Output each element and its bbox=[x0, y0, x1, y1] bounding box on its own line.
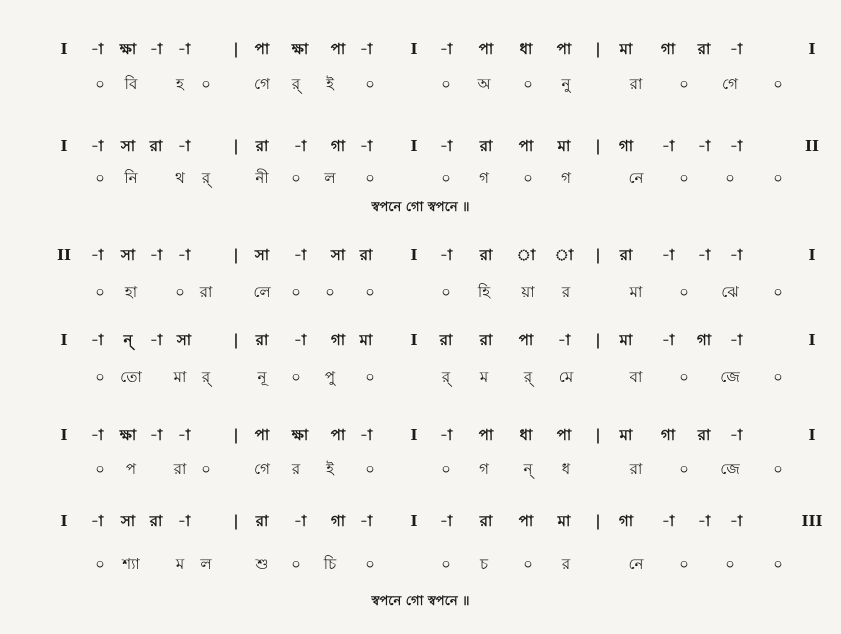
bar-line: | bbox=[595, 40, 601, 58]
swara-line bbox=[0, 325, 841, 355]
lyric-syllable: ০ bbox=[365, 460, 375, 478]
lyric-syllable: র bbox=[561, 283, 571, 301]
swara-note: রা bbox=[479, 246, 493, 264]
swara-note: পা bbox=[518, 331, 534, 349]
lyric-syllable: ০ bbox=[365, 169, 375, 187]
lyric-syllable: ০ bbox=[95, 555, 105, 573]
swara-note: -া bbox=[293, 137, 307, 155]
lyric-syllable: ০ bbox=[679, 169, 689, 187]
swara-note: ন্ bbox=[123, 331, 133, 349]
swara-note: ক্ষা bbox=[291, 426, 309, 444]
lyric-line bbox=[0, 69, 841, 99]
lyric-syllable: র bbox=[561, 555, 571, 573]
swara-note: -া bbox=[149, 331, 163, 349]
lyric-syllable: ০ bbox=[365, 368, 375, 386]
lyric-syllable: গে bbox=[254, 75, 270, 93]
lyric-syllable: নূ bbox=[257, 368, 267, 386]
lyric-syllable: র্ bbox=[201, 169, 211, 187]
bar-line: I bbox=[60, 40, 68, 58]
swara-note: পা bbox=[254, 40, 270, 58]
bar-line: I bbox=[60, 137, 68, 155]
lyric-syllable: নী bbox=[255, 169, 269, 187]
lyric-syllable: চ bbox=[479, 555, 489, 573]
lyric-syllable: ০ bbox=[523, 169, 533, 187]
swara-note: মা bbox=[557, 512, 571, 530]
swara-note: -া bbox=[90, 40, 104, 58]
bar-line: I bbox=[808, 426, 816, 444]
swara-note: -া bbox=[729, 137, 743, 155]
lyric-syllable: গে bbox=[254, 460, 270, 478]
lyric-syllable: লে bbox=[253, 283, 271, 301]
lyric-syllable: ০ bbox=[441, 555, 451, 573]
bar-line: I bbox=[808, 40, 816, 58]
lyric-syllable: র bbox=[291, 460, 301, 478]
lyric-syllable: ০ bbox=[95, 169, 105, 187]
lyric-syllable: ০ bbox=[773, 460, 783, 478]
bar-line: I bbox=[808, 246, 816, 264]
lyric-line bbox=[0, 454, 841, 484]
swara-note: রা bbox=[439, 331, 453, 349]
swara-line bbox=[0, 131, 841, 161]
lyric-syllable: ই bbox=[326, 460, 334, 478]
swara-note: রা bbox=[359, 246, 373, 264]
lyric-syllable: গ bbox=[561, 169, 571, 187]
swara-note: -া bbox=[729, 331, 743, 349]
bar-line: II bbox=[804, 137, 820, 155]
lyric-syllable: হা bbox=[124, 283, 138, 301]
swara-note: -া bbox=[177, 40, 191, 58]
swara-note: গা bbox=[660, 40, 676, 58]
lyric-syllable: বা bbox=[629, 368, 643, 386]
lyric-syllable: বি bbox=[124, 75, 138, 93]
lyric-syllable: জে bbox=[720, 460, 740, 478]
lyric-syllable: ০ bbox=[325, 283, 335, 301]
lyric-syllable: ০ bbox=[95, 368, 105, 386]
lyric-syllable: গ bbox=[479, 169, 489, 187]
lyric-syllable: ০ bbox=[679, 368, 689, 386]
swara-note: -া bbox=[359, 426, 373, 444]
swara-note: রা bbox=[149, 512, 163, 530]
swara-note: -া bbox=[90, 331, 104, 349]
swara-note: -া bbox=[729, 246, 743, 264]
lyric-syllable: ০ bbox=[773, 169, 783, 187]
lyric-syllable: ধ bbox=[561, 460, 571, 478]
lyric-syllable: মা bbox=[629, 283, 643, 301]
swara-note: মা bbox=[619, 426, 633, 444]
swara-note: গা bbox=[618, 137, 634, 155]
lyric-syllable: র্ bbox=[523, 368, 533, 386]
swara-note: পা bbox=[518, 512, 534, 530]
swara-note: -া bbox=[177, 246, 191, 264]
lyric-syllable: হি bbox=[477, 283, 491, 301]
bar-line: | bbox=[233, 331, 239, 349]
swara-note: সা bbox=[120, 246, 136, 264]
lyric-syllable: ০ bbox=[679, 283, 689, 301]
swara-note: -া bbox=[90, 246, 104, 264]
bar-line: III bbox=[801, 512, 823, 530]
lyric-syllable: রা bbox=[629, 75, 643, 93]
lyric-syllable: ০ bbox=[679, 460, 689, 478]
lyric-syllable: মা bbox=[173, 368, 187, 386]
swara-note: -া bbox=[149, 40, 163, 58]
swara-note: গা bbox=[330, 331, 346, 349]
bar-line: | bbox=[233, 512, 239, 530]
bar-line: I bbox=[808, 331, 816, 349]
swara-note: গা bbox=[660, 426, 676, 444]
bar-line: | bbox=[595, 137, 601, 155]
swara-note: মা bbox=[619, 40, 633, 58]
lyric-syllable: ০ bbox=[725, 555, 735, 573]
lyric-syllable: য়া bbox=[521, 283, 535, 301]
lyric-syllable: ০ bbox=[679, 555, 689, 573]
lyric-syllable: র্ bbox=[291, 75, 301, 93]
swara-note: পা bbox=[254, 426, 270, 444]
lyric-syllable: র্ bbox=[441, 368, 451, 386]
bar-line: I bbox=[410, 512, 418, 530]
lyric-syllable: তো bbox=[120, 368, 142, 386]
lyric-syllable: ০ bbox=[441, 169, 451, 187]
lyric-syllable: জে bbox=[720, 368, 740, 386]
lyric-syllable: ০ bbox=[95, 460, 105, 478]
swara-note: -া bbox=[177, 512, 191, 530]
lyric-syllable: ০ bbox=[291, 283, 301, 301]
lyric-syllable: রা bbox=[629, 460, 643, 478]
swara-note: -া bbox=[661, 246, 675, 264]
swara-note: -া bbox=[149, 246, 163, 264]
lyric-syllable: ০ bbox=[773, 283, 783, 301]
bar-line: | bbox=[233, 40, 239, 58]
swara-note: পা bbox=[556, 426, 572, 444]
swara-note: রা bbox=[255, 331, 269, 349]
lyric-syllable: ন্ bbox=[523, 460, 533, 478]
lyric-syllable: ০ bbox=[291, 169, 301, 187]
swara-note: া bbox=[516, 246, 536, 264]
swara-note: রা bbox=[697, 426, 711, 444]
swara-note: ধা bbox=[519, 426, 533, 444]
swara-note: মা bbox=[619, 331, 633, 349]
bar-line: | bbox=[595, 426, 601, 444]
lyric-syllable: নে bbox=[628, 555, 644, 573]
lyric-syllable: ল bbox=[200, 555, 212, 573]
bar-line: I bbox=[60, 512, 68, 530]
bar-line: | bbox=[233, 426, 239, 444]
swara-note: পা bbox=[478, 40, 494, 58]
swara-note: -া bbox=[90, 137, 104, 155]
bar-line: I bbox=[60, 426, 68, 444]
swara-note: গা bbox=[618, 512, 634, 530]
lyric-syllable: ০ bbox=[201, 460, 211, 478]
swara-note: -া bbox=[439, 40, 453, 58]
lyric-syllable: ই bbox=[326, 75, 334, 93]
swara-note: ক্ষা bbox=[291, 40, 309, 58]
swara-note: সা bbox=[176, 331, 192, 349]
swara-note: -া bbox=[729, 512, 743, 530]
swara-note: ক্ষা bbox=[119, 426, 137, 444]
swara-note: -া bbox=[661, 137, 675, 155]
swara-note: সা bbox=[120, 137, 136, 155]
swara-note: -া bbox=[661, 331, 675, 349]
lyric-syllable: ম bbox=[175, 555, 185, 573]
swara-note: -া bbox=[439, 512, 453, 530]
swara-note: -া bbox=[661, 512, 675, 530]
lyric-syllable: নু bbox=[561, 75, 571, 93]
swara-line bbox=[0, 420, 841, 450]
swara-note: -া bbox=[697, 512, 711, 530]
swara-note: -া bbox=[293, 246, 307, 264]
lyric-syllable: নে bbox=[628, 169, 644, 187]
lyric-syllable: ০ bbox=[95, 75, 105, 93]
lyric-syllable: মে bbox=[558, 368, 574, 386]
lyric-syllable: হ bbox=[176, 75, 184, 93]
lyric-syllable: ০ bbox=[523, 75, 533, 93]
lyric-syllable: ০ bbox=[175, 283, 185, 301]
bar-line: II bbox=[56, 246, 72, 264]
swara-note: ক্ষা bbox=[119, 40, 137, 58]
swara-line bbox=[0, 506, 841, 536]
lyric-syllable: শু bbox=[255, 555, 269, 573]
swara-note: পা bbox=[330, 40, 346, 58]
swara-note: পা bbox=[478, 426, 494, 444]
swara-note: পা bbox=[330, 426, 346, 444]
lyric-syllable: রা bbox=[173, 460, 187, 478]
lyric-syllable: ০ bbox=[291, 368, 301, 386]
swara-note: রা bbox=[479, 137, 493, 155]
lyric-syllable: ০ bbox=[291, 555, 301, 573]
lyric-syllable: প bbox=[125, 460, 137, 478]
lyric-syllable: ০ bbox=[365, 75, 375, 93]
lyric-syllable: নি bbox=[124, 169, 138, 187]
lyric-syllable: ০ bbox=[201, 75, 211, 93]
swara-note: গা bbox=[696, 331, 712, 349]
lyric-syllable: ০ bbox=[365, 555, 375, 573]
lyric-syllable: ০ bbox=[773, 555, 783, 573]
lyric-syllable: ল bbox=[324, 169, 336, 187]
refrain-text: স্বপনে গো স্বপনে ॥ bbox=[371, 200, 470, 215]
swara-note: া bbox=[554, 246, 574, 264]
lyric-syllable: থ bbox=[175, 169, 185, 187]
bar-line: | bbox=[595, 246, 601, 264]
lyric-syllable: র্ bbox=[201, 368, 211, 386]
lyric-syllable: ০ bbox=[523, 555, 533, 573]
swara-note: মা bbox=[557, 137, 571, 155]
swara-note: -া bbox=[729, 40, 743, 58]
swara-note: সা bbox=[254, 246, 270, 264]
refrain-text: স্বপনে গো স্বপনে ॥ bbox=[371, 594, 470, 609]
bar-line: I bbox=[410, 331, 418, 349]
lyric-syllable: ০ bbox=[773, 368, 783, 386]
lyric-syllable: ০ bbox=[441, 460, 451, 478]
swara-note: রা bbox=[149, 137, 163, 155]
lyric-syllable: রা bbox=[199, 283, 213, 301]
swara-note: -া bbox=[149, 426, 163, 444]
swara-note: রা bbox=[479, 512, 493, 530]
swara-note: -া bbox=[177, 137, 191, 155]
swara-note: -া bbox=[557, 331, 571, 349]
swara-note: -া bbox=[439, 137, 453, 155]
bar-line: | bbox=[233, 137, 239, 155]
lyric-syllable: ঝে bbox=[721, 283, 739, 301]
lyric-syllable: গে bbox=[722, 75, 738, 93]
swara-note: -া bbox=[293, 331, 307, 349]
lyric-line bbox=[0, 163, 841, 193]
lyric-syllable: ০ bbox=[441, 75, 451, 93]
swara-note: পা bbox=[518, 137, 534, 155]
swara-note: -া bbox=[439, 246, 453, 264]
swara-note: -া bbox=[359, 137, 373, 155]
lyric-syllable: ০ bbox=[725, 169, 735, 187]
swara-note: মা bbox=[359, 331, 373, 349]
bar-line: | bbox=[233, 246, 239, 264]
bar-line: I bbox=[410, 137, 418, 155]
bar-line: I bbox=[60, 331, 68, 349]
swara-note: -া bbox=[359, 40, 373, 58]
swara-note: রা bbox=[619, 246, 633, 264]
bar-line: I bbox=[410, 40, 418, 58]
lyric-syllable: ০ bbox=[95, 283, 105, 301]
lyric-line bbox=[0, 549, 841, 579]
lyric-syllable: ০ bbox=[773, 75, 783, 93]
lyric-line bbox=[0, 277, 841, 307]
swara-line bbox=[0, 34, 841, 64]
lyric-syllable: ম bbox=[479, 368, 489, 386]
lyric-syllable: ০ bbox=[679, 75, 689, 93]
swara-note: গা bbox=[330, 512, 346, 530]
swara-note: -া bbox=[439, 426, 453, 444]
swara-note: ধা bbox=[519, 40, 533, 58]
swara-note: -া bbox=[729, 426, 743, 444]
lyric-syllable: শ্যা bbox=[122, 555, 140, 573]
swara-note: -া bbox=[697, 246, 711, 264]
swara-note: রা bbox=[479, 331, 493, 349]
lyric-syllable: অ bbox=[477, 75, 491, 93]
lyric-syllable: গ bbox=[479, 460, 489, 478]
swara-note: রা bbox=[697, 40, 711, 58]
swara-note: রা bbox=[255, 137, 269, 155]
swara-note: গা bbox=[330, 137, 346, 155]
bar-line: I bbox=[410, 426, 418, 444]
bar-line: | bbox=[595, 512, 601, 530]
swara-note: সা bbox=[120, 512, 136, 530]
lyric-syllable: চি bbox=[323, 555, 337, 573]
swara-note: -া bbox=[90, 512, 104, 530]
lyric-syllable: ০ bbox=[441, 283, 451, 301]
lyric-syllable: পু bbox=[324, 368, 336, 386]
bar-line: | bbox=[595, 331, 601, 349]
bar-line: I bbox=[410, 246, 418, 264]
swara-note: -া bbox=[293, 512, 307, 530]
swara-note: -া bbox=[90, 426, 104, 444]
swara-note: -া bbox=[177, 426, 191, 444]
swara-note: রা bbox=[255, 512, 269, 530]
swara-note: -া bbox=[697, 137, 711, 155]
swara-note: পা bbox=[556, 40, 572, 58]
swara-note: -া bbox=[359, 512, 373, 530]
lyric-syllable: ০ bbox=[365, 283, 375, 301]
swara-note: সা bbox=[330, 246, 346, 264]
swara-line bbox=[0, 240, 841, 270]
lyric-line bbox=[0, 362, 841, 392]
